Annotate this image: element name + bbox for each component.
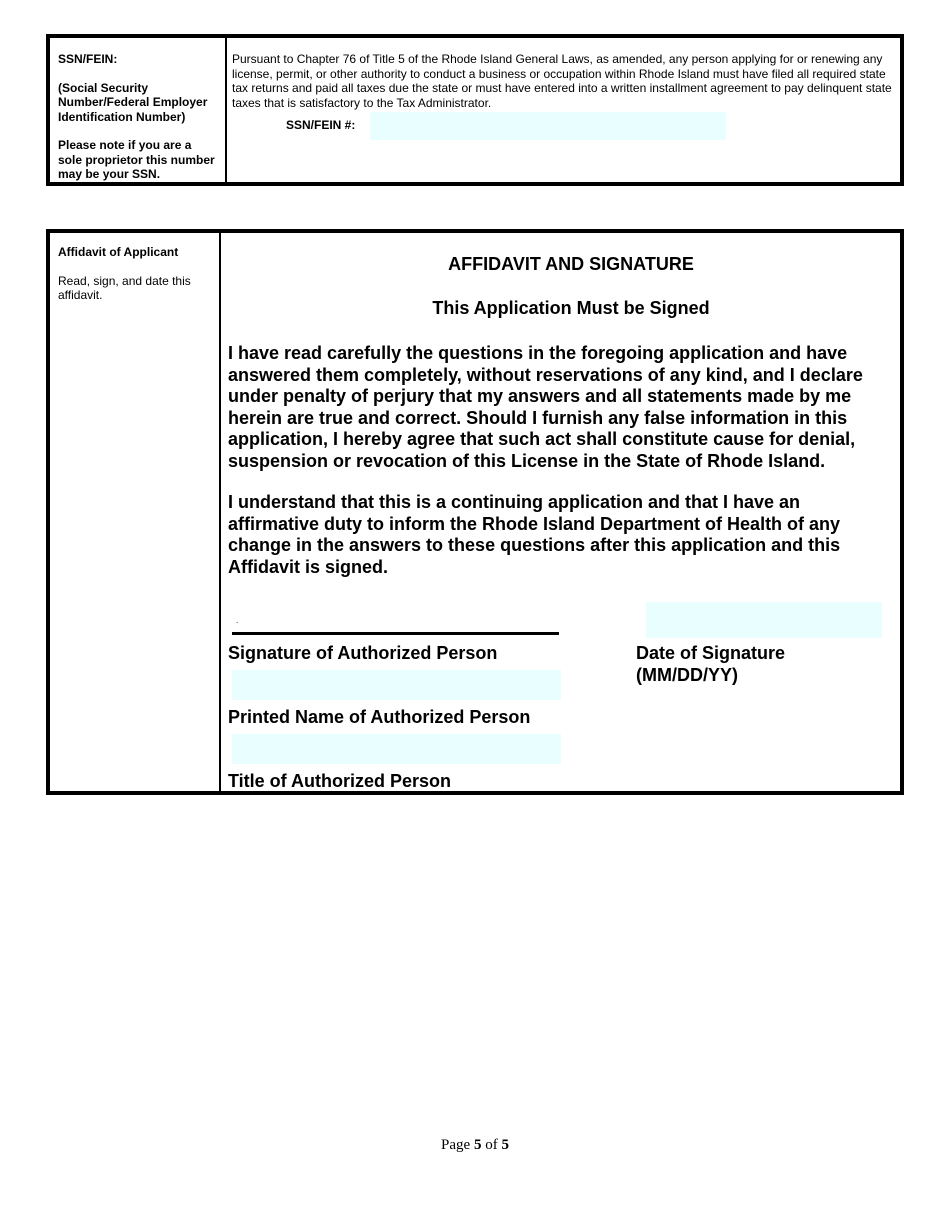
- ssn-fein-field-label: SSN/FEIN #:: [286, 118, 356, 132]
- title-label: Title of Authorized Person: [228, 771, 452, 791]
- affidavit-label-title: Affidavit of Applicant: [58, 245, 179, 259]
- date-of-signature-input[interactable]: [646, 602, 882, 638]
- signature-mark: .: [236, 616, 239, 625]
- affidavit-section: [46, 229, 904, 795]
- ssn-fein-section: [46, 34, 904, 186]
- ssn-label-expansion: (Social Security Number/Federal Employer Identification Number): [58, 80, 208, 124]
- signature-label: Signature of Authorized Person: [228, 643, 498, 663]
- page-current-number: 5: [473, 1137, 482, 1153]
- affidavit-subheading: This Application Must be Signed: [432, 298, 710, 318]
- affidavit-paragraph-1: I have read carefully the questions in the foregoing application and have answered them completely, without reservations of any kind, and I declare under penalty of perjury that my answers and all statements made by me herein are true and correct. Should I furnish any false information in this application, I hereby agree that such act shall constitute cause for denial, suspension or revocation of this License in the State of Rhode Island.: [228, 343, 863, 471]
- ssn-label-note: Please note if you are a sole proprietor this number may be your SSN.: [58, 138, 215, 181]
- page-word: Page: [441, 1137, 471, 1153]
- page-footer: [0, 1137, 950, 1154]
- affidavit-heading: AFFIDAVIT AND SIGNATURE: [448, 254, 694, 274]
- of-word: of: [485, 1137, 498, 1153]
- title-input[interactable]: [232, 734, 561, 764]
- affidavit-label-column: [50, 233, 221, 791]
- printed-name-label: Printed Name of Authorized Person: [228, 707, 531, 727]
- affidavit-paragraph-2: I understand that this is a continuing application and that I have an affirmative duty to inform the Rhode Island Department of Health of any change in the answers to these questions after this application and this Affidavit is signed.: [228, 492, 841, 577]
- printed-name-input[interactable]: [232, 670, 561, 700]
- ssn-label-title: SSN/FEIN:: [58, 52, 118, 66]
- ssn-fein-input[interactable]: [370, 112, 726, 140]
- signature-line[interactable]: [232, 632, 559, 635]
- ssn-content-column: [232, 52, 894, 140]
- affidavit-label-instruction: Read, sign, and date this affidavit.: [58, 273, 191, 302]
- date-of-signature-label: Date of Signature (MM/DD/YY): [636, 643, 786, 685]
- ssn-label-column: [50, 38, 227, 182]
- ssn-fein-row: [232, 112, 894, 140]
- page-total-number: 5: [501, 1137, 509, 1153]
- pursuant-text: Pursuant to Chapter 76 of Title 5 of the Rhode Island General Laws, as amended, any person applying for or renewing any license, permit, or other authority to conduct a business or occupation within Rhode Island must have filed all required state tax returns and paid all taxes due the state or must have entered into a written installment agreement to pay delinquent state taxes that is satisfactory to the Tax Administrator.: [232, 52, 892, 110]
- affidavit-content-column: [228, 233, 894, 791]
